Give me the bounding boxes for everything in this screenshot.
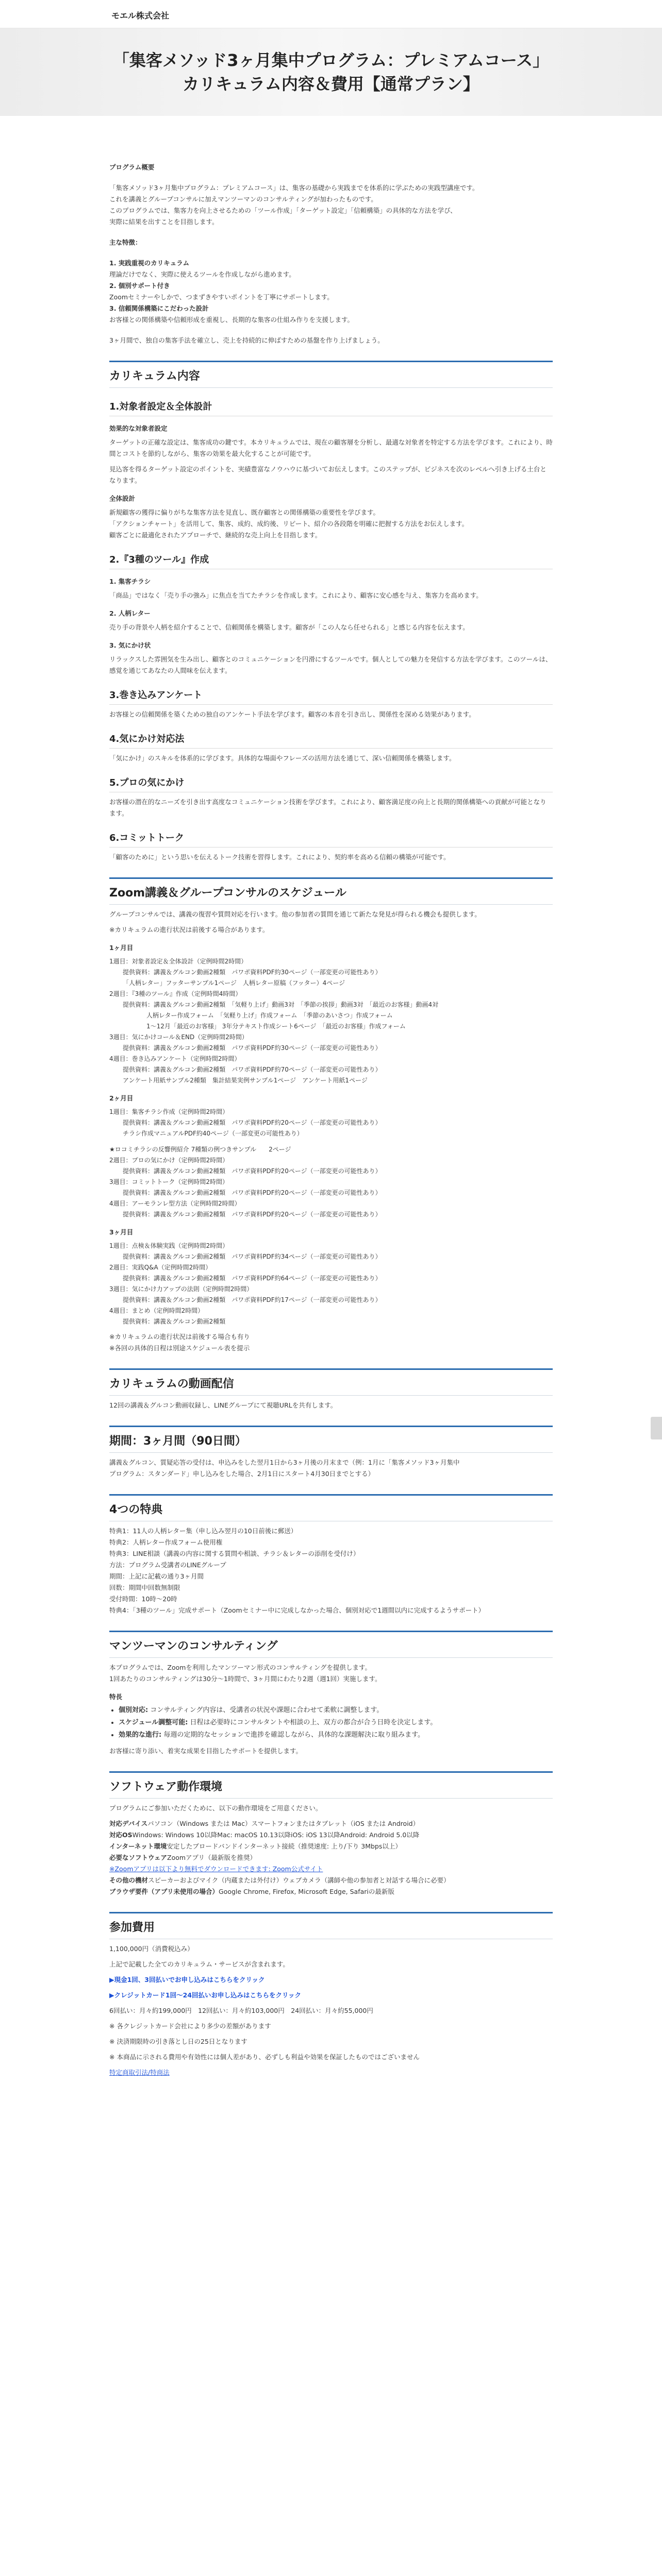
schedule-note: ※カリキュラムの進行状況は前後する場合があります。 bbox=[109, 926, 269, 934]
page-title bbox=[113, 48, 549, 96]
schedule-line: ★ロコミチラシの反響例紹介 7種類の例つきサンプル 2ページ bbox=[109, 1146, 291, 1153]
overview-text: このプログラムでは、集客力を向上させるための「ツール作成」「ターゲット設定」「信頼構築」の具体的な方法を学び、 bbox=[109, 207, 457, 214]
schedule-line: 提供資料：講義＆グルコン動画2種類 パワポ資料PDF約70ページ（一部変更の可能性あり） bbox=[123, 1066, 382, 1073]
schedule-line: 提供資料：講義＆グルコン動画2種類 パワポ資料PDF約20ページ（一部変更の可能性あり） bbox=[123, 1189, 382, 1196]
features-heading: 主な特徴： bbox=[109, 239, 142, 246]
software-heading: ソフトウェア動作環境 bbox=[109, 1771, 553, 1799]
schedule-line: 1週目：集客チラシ作成（定例時間2時間） bbox=[109, 1108, 229, 1115]
curriculum-s5-text: お客様の潜在的なニーズを引き出す高度なコミュニケーション技術を学びます。これにより、顧客満足度の向上と長期的関係構築への貢献が可能となります。 bbox=[109, 798, 547, 817]
period-text bbox=[109, 1457, 553, 1480]
schedule-line: 提供資料：講義＆グルコン動画2種類 パワポ資料PDF約20ページ（一部変更の可能性あり） bbox=[123, 1119, 382, 1126]
fee-heading: 参加費用 bbox=[109, 1912, 553, 1939]
software-value: パソコン（Windows または Mac）スマートフォンまたはタブレット（iOS または Android） bbox=[147, 1820, 420, 1827]
curriculum-section bbox=[109, 361, 553, 863]
benefit-line: 期間：上記に記載の通り3ヶ月間 bbox=[109, 1572, 204, 1580]
software-label: その他の機材 bbox=[109, 1876, 148, 1884]
curriculum-s6-text: 「顧客のために」という思いを伝えるトーク技術を習得します。これにより、契約率を高める信頼の構築が可能です。 bbox=[109, 853, 450, 861]
software-value: Zoomアプリ（最新版を推奨） bbox=[167, 1854, 257, 1861]
tool-title: 2. 人柄レター bbox=[109, 609, 151, 617]
software-value: Google Chrome, Firefox, Microsoft Edge, Safariの最新版 bbox=[219, 1888, 394, 1895]
feature-desc: お客様との関係構築や信頼形成を重視し、長期的な集客の仕組み作りを支援します。 bbox=[109, 316, 354, 324]
overview-text: 「集客メソッド3ヶ月集中プログラム：プレミアムコース」は、集客の基礎から実践までを体系的に学ぶための実践型講座です。 bbox=[109, 184, 479, 192]
software-label: ブラウザ要件（アプリ未使用の場合） bbox=[109, 1888, 219, 1895]
benefit-line: 特典1：11人の人柄レター集（申し込み翌月の10日前後に郵送） bbox=[109, 1527, 297, 1535]
page-title-line2: カリキュラム内容＆費用【通常プラン】 bbox=[183, 74, 479, 94]
benefit-line: 回数：期間中回数無制限 bbox=[109, 1584, 180, 1591]
software-label: インターネット環境 bbox=[109, 1842, 167, 1850]
curriculum-s6-heading: 6.コミットトーク bbox=[109, 831, 553, 848]
software-line bbox=[109, 1841, 553, 1852]
fee-price: 1,100,000円（消費税込み） bbox=[109, 1945, 194, 1953]
software-label: 対応OS bbox=[109, 1831, 133, 1839]
schedule-line: 提供資料：講義＆グルコン動画2種類 パワポ資料PDF約64ページ（一部変更の可能性あり） bbox=[123, 1275, 382, 1282]
curriculum-s2-heading: 2.『3種のツール』作成 bbox=[109, 552, 553, 569]
software-value: 安定したブロードバンドインターネット接続（推奨速度: 上り/下り 3Mbps以上） bbox=[167, 1842, 402, 1850]
schedule-line: 2週目：『3種のツール』作成（定例時間4時間） bbox=[109, 990, 242, 997]
tool-title: 1. 集客チラシ bbox=[109, 578, 151, 585]
curriculum-s3-heading: 3.巻き込みアンケート bbox=[109, 688, 553, 705]
program-overview bbox=[109, 115, 553, 346]
schedule-line: 2週目：プロの気にかけ（定例時間2時間） bbox=[109, 1157, 229, 1164]
schedule-line: 提供資料：講義＆グルコン動画2種類 「気軽り上げ」動画3対 「季節の挨拶」動画3対 「最近のお客様」動画4対 bbox=[123, 1001, 439, 1008]
schedule-line: 4週目：アーモランレ型方法（定例時間2時間） bbox=[109, 1200, 241, 1207]
schedule-line: 提供資料：講義＆グルコン動画2種類 パワポ資料PDF約34ページ（一部変更の可能性あり） bbox=[123, 1253, 382, 1260]
credit-apply-link[interactable]: ▶クレジットカード1回〜24回払いお申し込みはこちらをクリック bbox=[109, 1991, 302, 1999]
period-section bbox=[109, 1426, 553, 1480]
video-section bbox=[109, 1368, 553, 1411]
schedule-line: チラシ作成マニュアルPDF約40ページ（一部変更の可能性あり） bbox=[123, 1130, 303, 1137]
schedule-footnotes bbox=[109, 1331, 553, 1354]
overview-text: 実際に結果を出すことを目指します。 bbox=[109, 218, 219, 226]
software-value: スピーカーおよびマイク（内蔵または外付け）ウェブカメラ（講師や他の参加者と対話する場合に必要） bbox=[148, 1876, 450, 1884]
benefit-line: 特典4：「3種のツール」完成サポート（Zoomセミナー中に完成しなかった場合、個別対応で1週間以内に完成するようサポート） bbox=[109, 1606, 485, 1614]
software-label: 必要なソフトウェア bbox=[109, 1854, 168, 1861]
law-link[interactable]: 特定商取引法/特商法 bbox=[109, 2069, 170, 2076]
software-line bbox=[109, 1875, 553, 1886]
month2-schedule bbox=[109, 1107, 553, 1220]
schedule-line: 3週目：気にかけコール＆END（定例時間2時間） bbox=[109, 1033, 248, 1041]
consulting-heading: マンツーマンのコンサルティング bbox=[109, 1631, 553, 1658]
brand-logo[interactable]: モエル株式会社 bbox=[111, 11, 170, 21]
tool-desc: 売り手の背景や人柄を紹介することで、信頼関係を構築します。顧客が「この人なら任せられる」と感じる内容を伝えます。 bbox=[109, 623, 469, 631]
schedule-line: アンケート用紙サンプル2種類 集計結果実例サンプル1ページ アンケート用紙1ページ bbox=[123, 1077, 368, 1084]
schedule-line: 4週目：巻き込みアンケート（定例時間2時間） bbox=[109, 1055, 241, 1062]
feature-text: 毎週の定期的なセッションで進捗を確認しながら、具体的な課題解決に取り組みます。 bbox=[161, 1731, 425, 1739]
software-intro: プログラムにご参加いただくために、以下の動作環境をご用意ください。 bbox=[109, 1804, 322, 1812]
feature-label: 個別対応: bbox=[119, 1706, 148, 1714]
benefit-line: 方法：プログラム受講者のLINEグループ bbox=[109, 1561, 226, 1569]
fee-installments: 6回払い：月々約199,000円 12回払い：月々約103,000円 24回払い：月々約55,000円 bbox=[109, 2007, 373, 2014]
fee-note: ※ 各クレジットカード会社により多少の差額があります bbox=[109, 2022, 271, 2030]
consulting-feature bbox=[119, 1717, 553, 1729]
software-line bbox=[109, 1829, 553, 1841]
consulting-text bbox=[109, 1662, 553, 1685]
consulting-line: 1回あたりのコンサルティングは30分〜1時間で、3ヶ月間にわたり2週（週1回）実施します。 bbox=[109, 1675, 382, 1683]
benefit-line: 特典2：人柄レター作成フォーム使用権 bbox=[109, 1538, 223, 1546]
scroll-to-top-button[interactable] bbox=[651, 1417, 662, 1439]
schedule-line: 1週目：点検＆体験実践（定例時間2時間） bbox=[109, 1242, 229, 1249]
month2-label: 2ヶ月目 bbox=[109, 1094, 134, 1102]
schedule-section bbox=[109, 877, 553, 1354]
schedule-line: 3週目：気にかけ力アップの法則（定例時間2時間） bbox=[109, 1285, 253, 1293]
benefits-section bbox=[109, 1494, 553, 1616]
consulting-features-heading: 特長 bbox=[109, 1693, 123, 1701]
feature-text: コンサルティング内容は、受講者の状況や課題に合わせて柔軟に調整します。 bbox=[148, 1706, 384, 1714]
month3-label: 3ヶ月目 bbox=[109, 1228, 134, 1236]
schedule-line: 提供資料：講義＆グルコン動画2種類 bbox=[123, 1318, 226, 1325]
main-content bbox=[0, 115, 662, 2078]
schedule-footnote: ※各回の具体的日程は別途スケジュール表を提示 bbox=[109, 1344, 250, 1352]
curriculum-heading: カリキュラム内容 bbox=[109, 361, 553, 388]
consulting-feature bbox=[119, 1704, 553, 1717]
software-value: Windows: Windows 10以降Mac: macOS 10.13以降iOS: iOS 13以降Android: Android 5.0以降 bbox=[132, 1831, 420, 1839]
schedule-line: 提供資料：講義＆グルコン動画2種類 パワポ資料PDF約20ページ（一部変更の可能性あり） bbox=[123, 1211, 382, 1218]
feature-desc: Zoomセミナーやしかで、つまずきやすいポイントを丁寧にサポートします。 bbox=[109, 293, 334, 301]
period-heading: 期間：3ヶ月間（90日間） bbox=[109, 1426, 553, 1453]
schedule-line: 人柄レター作成フォーム 「気軽り上げ」作成フォーム 「季節のあいさつ」作成フォーム bbox=[146, 1012, 393, 1019]
consulting-line: 本プログラムでは、Zoomを利用したマンツーマン形式のコンサルティングを提供します。 bbox=[109, 1664, 372, 1671]
software-label: 対応デバイス bbox=[109, 1820, 148, 1827]
feature-title: 3. 信頼関係構築にこだわった設計 bbox=[109, 304, 209, 312]
curriculum-s1-text: 見込客を得るターゲット設定のポイントを、実績豊富なノウハウに基づいてお伝えします。このステップが、ビジネスを次のレベルへ引き上げる土台となります。 bbox=[109, 465, 547, 484]
feature-label: 効果的な進行: bbox=[119, 1731, 162, 1739]
curriculum-s1-heading: 1.対象者設定＆全体設計 bbox=[109, 399, 553, 416]
curriculum-s3-text: お客様との信頼関係を築くための独自のアンケート手法を学びます。顧客の本音を引き出し、関係性を深める効果があります。 bbox=[109, 710, 475, 718]
curriculum-s1-line: 新規顧客の獲得に偏りがちな集客方法を見直し、既存顧客との関係構築の重要性を学びます。 bbox=[109, 509, 380, 516]
cash-apply-link[interactable]: ▶現金1回、3回払いでお申し込みはこちらをクリック bbox=[109, 1976, 265, 1984]
schedule-line: 2週目：実践Q&A（定例時間2時間） bbox=[109, 1264, 212, 1271]
consulting-features bbox=[109, 1704, 553, 1741]
tool-desc: 「商品」ではなく「売り手の強み」に焦点を当てたチラシを作成します。これにより、顧客に安心感を与え、集客力を高めます。 bbox=[109, 591, 483, 599]
video-heading: カリキュラムの動画配信 bbox=[109, 1368, 553, 1396]
software-line bbox=[109, 1818, 553, 1829]
curriculum-s1-line: 顧客ごとに最適化されたアプローチで、継続的な売上向上を目指します。 bbox=[109, 531, 322, 539]
tool-title: 3. 気にかけ状 bbox=[109, 641, 151, 649]
top-bar bbox=[0, 0, 662, 28]
benefits-list bbox=[109, 1526, 553, 1616]
benefits-heading: 4つの特典 bbox=[109, 1494, 553, 1521]
fee-price-note: 上記で記載した全てのカリキュラム・サービスが含まれます。 bbox=[109, 1960, 289, 1968]
consulting-feature bbox=[119, 1729, 553, 1741]
software-line bbox=[109, 1852, 553, 1863]
schedule-heading: Zoom講義＆グループコンサルのスケジュール bbox=[109, 877, 553, 905]
schedule-line: 提供資料：講義＆グルコン動画2種類 パワポ資料PDF約30ページ（一部変更の可能性あり） bbox=[123, 969, 382, 976]
curriculum-s5-heading: 5.プロの気にかけ bbox=[109, 775, 553, 792]
feature-text: 日程は必要時にコンサルタントや相談の上、双方の都合が合う日時を決定します。 bbox=[188, 1719, 437, 1726]
curriculum-s1-text: ターゲットの正確な設定は、集客成功の鍵です。本カリキュラムでは、現在の顧客層を分析し、最適な対象者を特定する方法を学びます。これにより、時間とコストを節約しながら、集客の効果を最大化することが可能です。 bbox=[109, 438, 553, 457]
benefit-line: 特典3：LINE相談（講義の内容に関する質問や相談、チラシ＆レターの添削を受付け） bbox=[109, 1550, 360, 1557]
curriculum-s4-heading: 4.気にかけ対応法 bbox=[109, 732, 553, 749]
feature-title: 2. 個別サポート付き bbox=[109, 282, 170, 290]
zoom-download-link[interactable]: ※Zoomアプリは以下より無料でダウンロードできます: Zoom公式サイト bbox=[109, 1865, 323, 1873]
fee-note: ※ 本商品に示される費用や有効性には個人差があり、必ずしも利益や効果を保証したものではございません bbox=[109, 2053, 420, 2061]
month3-schedule bbox=[109, 1241, 553, 1327]
software-line bbox=[109, 1886, 553, 1897]
feature-desc: 理論だけでなく、実際に使えるツールを作成しながら進めます。 bbox=[109, 270, 295, 278]
schedule-intro: グループコンサルでは、講義の復習や質問対応を行います。他の参加者の質問を通じて新たな発見が得られる機会も提供します。 bbox=[109, 910, 481, 918]
schedule-line: 3週目：コミットトーク（定例時間2時間） bbox=[109, 1178, 229, 1185]
tool-desc: リラックスした雰囲気を生み出し、顧客とのコミュニケーションを円滑にするツールです。個人としての魅力を発信する方法を学びます。このツールは、感覚を通じてあなたの人間味を伝えます。 bbox=[109, 655, 552, 674]
period-line: 講義＆グルコン、質疑応答の受付は、申込みをした翌月1日から3ヶ月後の月末まで（例：1月に「集客メソッド3ヶ月集中 bbox=[109, 1459, 460, 1466]
content-column bbox=[109, 115, 553, 2078]
page-title-line1: 「集客メソッド3ヶ月集中プログラム：プレミアムコース」 bbox=[112, 50, 550, 70]
fee-section bbox=[109, 1912, 553, 2078]
benefit-line: 受付時間：10時〜20時 bbox=[109, 1595, 177, 1603]
curriculum-s1-sub2: 全体設計 bbox=[109, 495, 136, 502]
schedule-footnote: ※カリキュラムの進行状況は前後する場合も有り bbox=[109, 1333, 250, 1341]
schedule-line: 1週目：対象者設定＆全体設計（定例時間2時間） bbox=[109, 958, 247, 965]
software-section bbox=[109, 1771, 553, 1897]
curriculum-s1-text bbox=[109, 507, 553, 541]
video-text: 12回の講義＆グルコン動画収録し、LINEグループにて視聴URLを共有します。 bbox=[109, 1401, 337, 1409]
month1-label: 1ヶ月目 bbox=[109, 944, 134, 952]
software-list bbox=[109, 1818, 553, 1897]
software-line bbox=[109, 1863, 553, 1875]
overview-heading: プログラム概要 bbox=[109, 163, 155, 171]
month1-schedule bbox=[109, 956, 553, 1086]
consulting-closing: お客様に寄り添い、着実な成果を目指したサポートを提供します。 bbox=[109, 1747, 303, 1755]
schedule-line: 提供資料：講義＆グルコン動画2種類 パワポ資料PDF約20ページ（一部変更の可能性あり） bbox=[123, 1167, 382, 1175]
overview-text: これを講義とグループコンサルに加えマンツーマンのコンサルティングが加わったものです。 bbox=[109, 195, 377, 203]
hero-banner bbox=[0, 28, 662, 116]
schedule-line: 提供資料：講義＆グルコン動画2種類 パワポ資料PDF約30ページ（一部変更の可能性あり） bbox=[123, 1044, 382, 1052]
schedule-line: 提供資料：講義＆グルコン動画2種類 パワポ資料PDF約17ページ（一部変更の可能性あり） bbox=[123, 1296, 382, 1303]
overview-closing: 3ヶ月間で、独自の集客手法を確立し、売上を持続的に伸ばすための基盤を作り上げましょう。 bbox=[109, 336, 384, 344]
fee-note: ※ 決済期限時の引き落とし日の25日となります bbox=[109, 2038, 247, 2045]
feature-title: 1. 実践重視のカリキュラム bbox=[109, 259, 190, 267]
curriculum-s1-sub1: 効果的な対象者設定 bbox=[109, 425, 168, 432]
feature-label: スケジュール調整可能: bbox=[119, 1719, 188, 1726]
schedule-line: 「人柄レター」フッターサンプル1ページ 人柄レター原稿（フッター）4ページ bbox=[123, 979, 345, 987]
curriculum-s1-line: 「アクションチャート」を活用して、集客、成約、成約後、リピート、紹介の各段階を明確に把握する方法をお伝えします。 bbox=[109, 520, 469, 528]
curriculum-s4-text: 「気にかけ」のスキルを体系的に学びます。具体的な場面やフレーズの活用方法を通じて、深い信頼関係を構築します。 bbox=[109, 754, 456, 762]
schedule-line: 4週目：まとめ（定例時間2時間） bbox=[109, 1307, 204, 1314]
period-line: プログラム：スタンダード」申し込みをした場合、2月1日にスタート4月30日までとする） bbox=[109, 1470, 375, 1478]
consulting-section bbox=[109, 1631, 553, 1757]
schedule-line: 1〜12月「最近のお客様」 3年分テキスト作成シート6ページ 「最近のお客様」作成フォーム bbox=[146, 1023, 406, 1030]
